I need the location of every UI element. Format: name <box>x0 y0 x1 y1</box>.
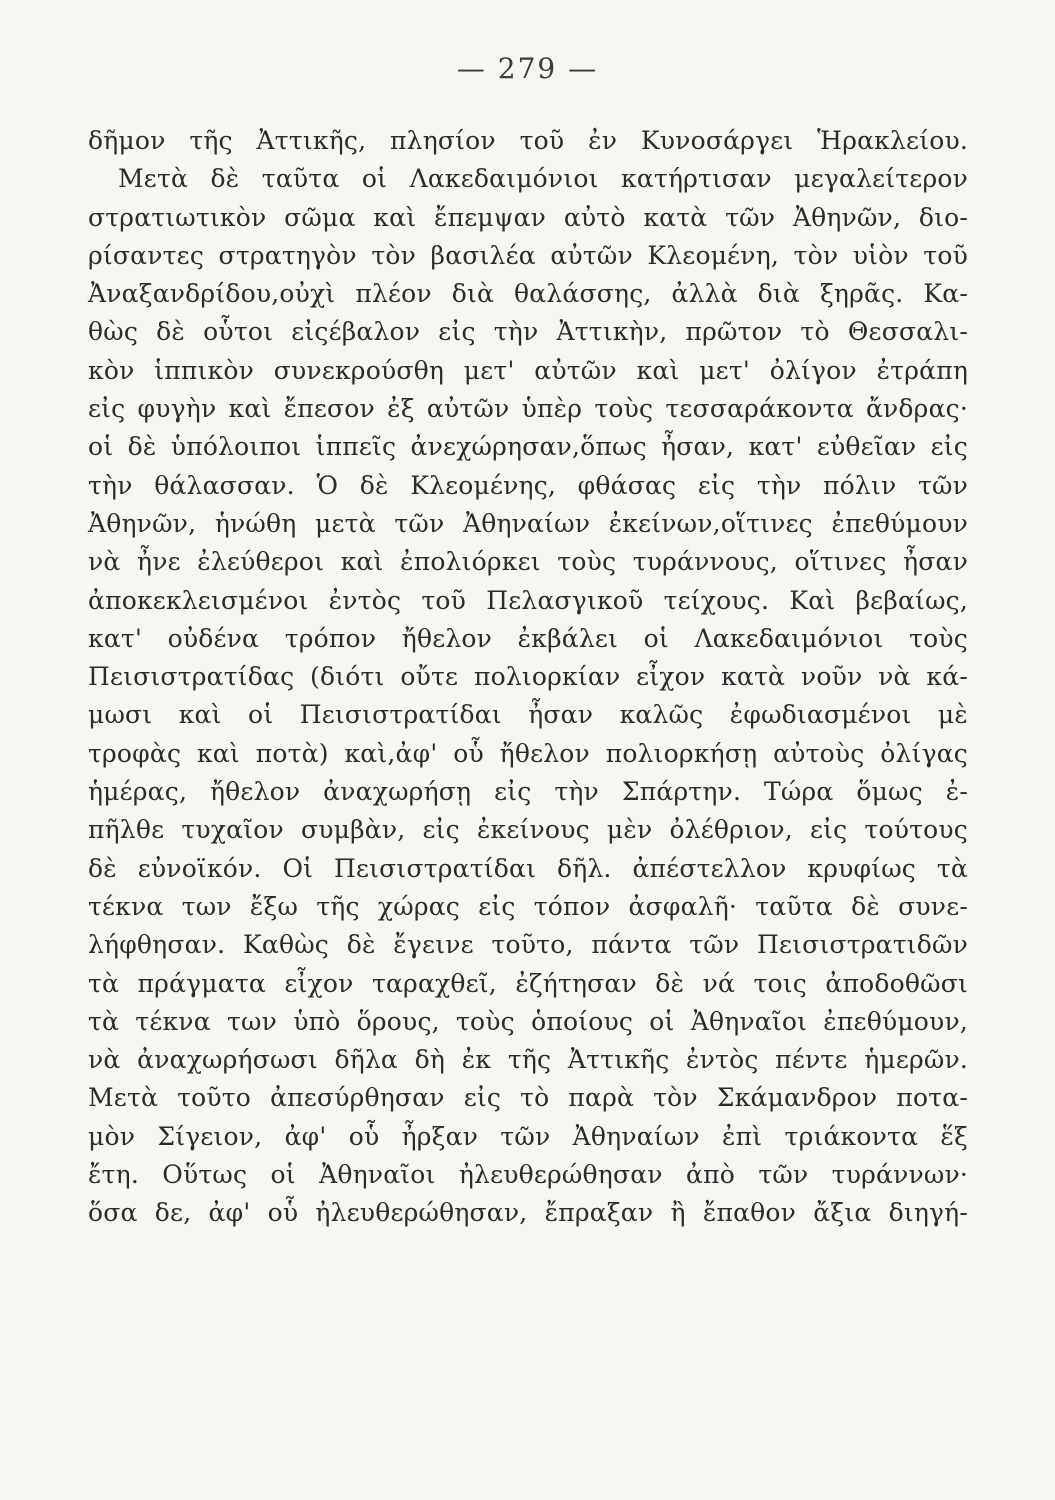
text-line: τὰ τέκνα των ὑπὸ ὅρους, τοὺς ὁποίους οἱ Ἀθηναῖοι ἐπεθύμουν, <box>88 1006 968 1036</box>
text-line: νὰ ἀναχωρήσωσι δῆλα δὴ ἐκ τῆς Ἀττικῆς ἐντὸς πέντε ἡμερῶν. <box>88 1045 968 1075</box>
text-line: νὰ ἦνε ἐλεύθεροι καὶ ἐπολιόρκει τοὺς τυράννους, οἵτινες ἦσαν <box>88 547 968 577</box>
page-number: — 279 — <box>456 52 599 85</box>
text-line: πῆλθε τυχαῖον συμβὰν, εἰς ἐκείνους μὲν ὀλέθριον, εἰς τούτους <box>88 815 968 845</box>
text-line: ἔτη. Οὕτως οἱ Ἀθηναῖοι ἠλευθερώθησαν ἀπὸ τῶν τυράννων· <box>88 1160 968 1190</box>
text-line: δῆμον τῆς Ἀττικῆς, πλησίον τοῦ ἐν Κυνοσάργει Ἡρακλείου. <box>88 126 968 155</box>
text-line: τὴν θάλασσαν. Ὁ δὲ Κλεομένης, φθάσας εἰς τὴν πόλιν τῶν <box>88 470 968 500</box>
text-line: κὸν ἱππικὸν συνεκρούσθη μετ' αὐτῶν καὶ μετ' ὀλίγον ἐτράπη <box>88 355 968 385</box>
text-line: Πεισιστρατίδας (διότι οὔτε πολιορκίαν εἶχον κατὰ νοῦν νὰ κά- <box>88 662 968 692</box>
text-line: στρατιωτικὸν σῶμα καὶ ἔπεμψαν αὐτὸ κατὰ τῶν Ἀθηνῶν, διο- <box>88 202 968 232</box>
text-line: θὼς δὲ οὗτοι εἰςέβαλον εἰς τὴν Ἀττικὴν, πρῶτον τὸ Θεσσαλι- <box>88 317 968 347</box>
text-line: ἡμέρας, ἤθελον ἀναχωρήσῃ εἰς τὴν Σπάρτην. Τώρα ὅμως ἐ- <box>88 777 968 807</box>
text-line: κατ' οὐδένα τρόπον ἤθελον ἐκβάλει οἱ Λακεδαιμόνιοι τοὺς <box>88 623 968 653</box>
text-line: Ἀθηνῶν, ἡνώθη μετὰ τῶν Ἀθηναίων ἐκείνων,οἵτινες ἐπεθύμουν <box>88 508 968 538</box>
text-line: εἰς φυγὴν καὶ ἔπεσον ἐξ αὐτῶν ὑπὲρ τοὺς τεσσαράκοντα ἄνδρας· <box>88 394 968 424</box>
text-line: τέκνα των ἔξω τῆς χώρας εἰς τόπον ἀσφαλῆ· ταῦτα δὲ συνε- <box>88 891 968 921</box>
text-line: ὅσα δε, ἀφ' οὗ ἠλευθερώθησαν, ἔπραξαν ἢ ἔπαθον ἄξια διηγή- <box>88 1198 968 1228</box>
text-line: ρίσαντες στρατηγὸν τὸν βασιλέα αὐτῶν Κλεομένη, τὸν υἱὸν τοῦ <box>88 240 968 270</box>
text-line: Μετὰ τοῦτο ἀπεσύρθησαν εἰς τὸ παρὰ τὸν Σκάμανδρον ποτα- <box>88 1083 968 1113</box>
text-line: μὸν Σίγειον, ἀφ' οὗ ἦρξαν τῶν Ἀθηναίων ἐπὶ τριάκοντα ἕξ <box>88 1121 968 1151</box>
text-line: μωσι καὶ οἱ Πεισιστρατίδαι ἦσαν καλῶς ἐφωδιασμένοι μὲ <box>88 700 968 730</box>
text-line: τροφὰς καὶ ποτὰ) καὶ,ἀφ' οὗ ἤθελον πολιορκήσῃ αὐτοὺς ὀλίγας <box>88 738 968 768</box>
body-text <box>88 122 968 1233</box>
text-line: δὲ εὐνοϊκόν. Οἱ Πεισιστρατίδαι δῆλ. ἀπέστελλον κρυφίως τὰ <box>88 853 968 883</box>
text-line: Ἀναξανδρίδου,οὐχὶ πλέον διὰ θαλάσσης, ἀλλὰ διὰ ξηρᾶς. Κα- <box>88 279 968 309</box>
text-line: ἀποκεκλεισμένοι ἐντὸς τοῦ Πελασγικοῦ τείχους. Καὶ βεβαίως, <box>88 585 968 615</box>
text-line: λήφθησαν. Καθὼς δὲ ἔγεινε τοῦτο, πάντα τῶν Πεισιστρατιδῶν <box>88 930 968 960</box>
text-line: Μετὰ δὲ ταῦτα οἱ Λακεδαιμόνιοι κατήρτισαν μεγαλείτερον <box>118 164 968 194</box>
text-line: τὰ πράγματα εἶχον ταραχθεῖ, ἐζήτησαν δὲ νά τοις ἀποδοθῶσι <box>88 968 968 998</box>
text-line: οἱ δὲ ὑπόλοιποι ἱππεῖς ἀνεχώρησαν,ὅπως ἦσαν, κατ' εὐθεῖαν εἰς <box>88 432 968 462</box>
